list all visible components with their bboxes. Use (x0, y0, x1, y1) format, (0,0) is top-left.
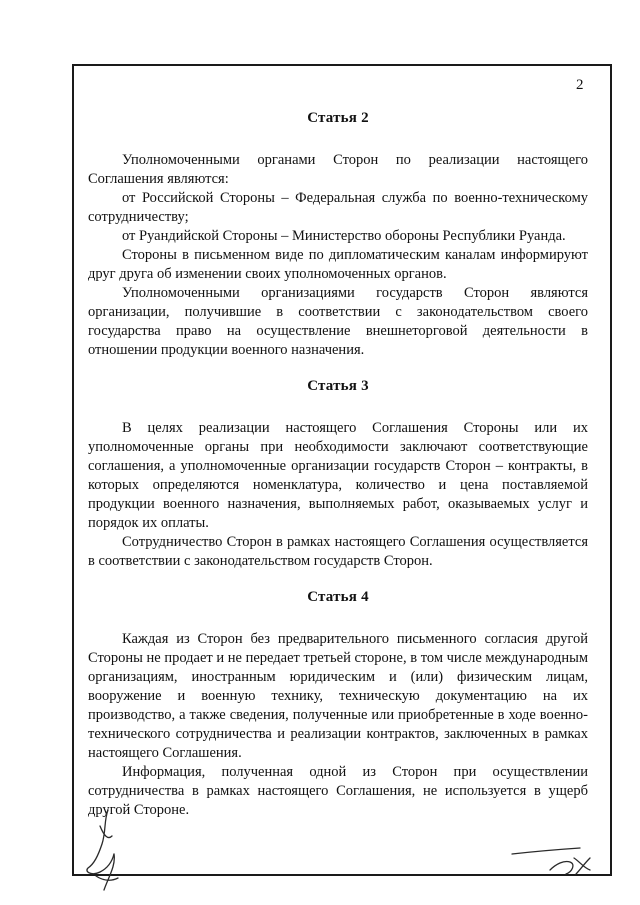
page-number: 2 (576, 77, 584, 93)
article-4 (88, 589, 588, 820)
paragraph: В целях реализации настоящего Соглашения Стороны или их уполномоченные органы при необходимости заключают соответствующие соглашения, а уполномоченные организации государств Сторон – контракты, в которых определяются номенклатура, количество и цена поставляемой продукции военного назначения, выполняемых работ, оказываемых услуг и порядок их оплаты. (88, 420, 588, 531)
paragraph: Уполномоченными организациями государств Сторон являются организации, получившие в соответствии с законодательством своего государства право на осуществление внешнеторговой деятельности в отношении продукции военного назначения. (88, 285, 588, 358)
article-3 (88, 378, 588, 571)
document-body (88, 110, 588, 838)
paragraph: Информация, полученная одной из Сторон при осуществлении сотрудничества в рамках настоящего Соглашения, не используется в ущерб другой Стороне. (88, 764, 588, 818)
signature-right-icon (510, 840, 600, 880)
article-title: Статья 2 (307, 110, 369, 126)
paragraph: Каждая из Сторон без предварительного письменного согласия другой Стороны не продает и не передает третьей стороне, в том числе международным организациям, иностранным юридическим и (или) физическим лицам, вооружение и военную технику, техническую документацию на их производство, а также сведения, полученные или приобретенные в ходе военно-технического сотрудничества и реализации контрактов, заключенных в рамках настоящего Соглашения. (88, 631, 588, 761)
paragraph: Сотрудничество Сторон в рамках настоящего Соглашения осуществляется в соответствии с законодательством государств Сторон. (88, 534, 588, 569)
article-title: Статья 4 (307, 589, 369, 605)
paragraph: Стороны в письменном виде по дипломатическим каналам информируют друг друга об изменении своих уполномоченных органов. (88, 247, 588, 282)
article-2 (88, 110, 588, 360)
paragraph: Уполномоченными органами Сторон по реализации настоящего Соглашения являются: (88, 152, 588, 187)
paragraph: от Руандийской Стороны – Министерство обороны Республики Руанда. (122, 228, 566, 244)
signature-left-icon (78, 806, 138, 896)
paragraph: от Российской Стороны – Федеральная служба по военно-техническому сотрудничеству; (88, 190, 588, 225)
article-title: Статья 3 (307, 378, 369, 394)
